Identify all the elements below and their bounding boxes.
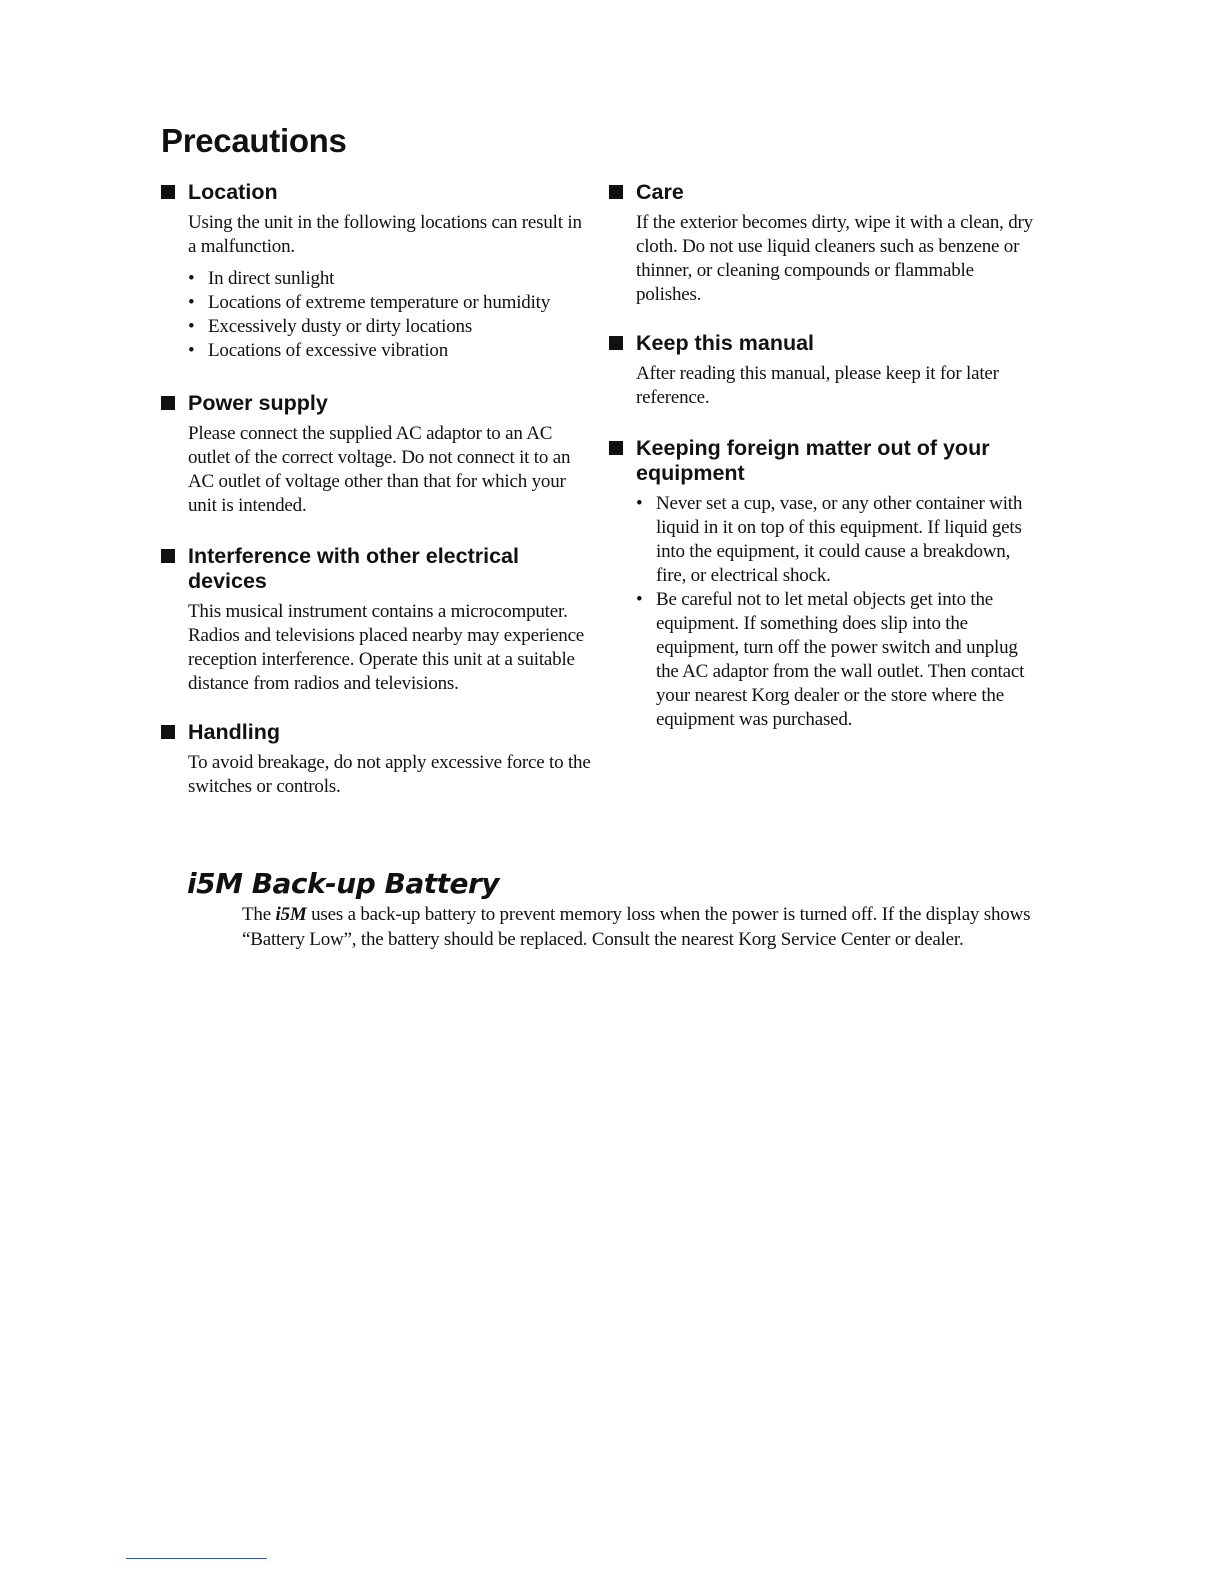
section-heading <box>609 436 1039 486</box>
section-text: To avoid breakage, do not apply excessive force to the switches or controls. <box>188 752 591 797</box>
footer-rule <box>126 1558 267 1559</box>
list-item: • Locations of extreme temperature or humidity <box>188 291 591 315</box>
section-heading <box>609 180 1039 205</box>
square-bullet-icon <box>609 336 623 350</box>
section-text: Please connect the supplied AC adaptor to an AC outlet of the correct voltage. Do not connect it to an AC outlet of voltage other than that for which your unit is intended. <box>188 423 571 516</box>
battery-section <box>187 866 1037 952</box>
section-title: Keeping foreign matter out of your equipment <box>636 436 990 485</box>
section-heading <box>161 720 591 745</box>
battery-text-body: uses a back-up battery to prevent memory loss when the power is turned off. If the display shows “Battery Low”, the battery should be replaced. Consult the nearest Korg Service Center or dealer. <box>242 904 1031 950</box>
section-text: If the exterior becomes dirty, wipe it with a clean, dry cloth. Do not use liquid cleaners such as benzene or thinner, or cleaning compounds or flammable polishes. <box>636 212 1033 305</box>
section-title: Location <box>188 180 278 204</box>
list-item: • Locations of excessive vibration <box>188 339 591 363</box>
list-item: • Be careful not to let metal objects get into the equipment. If something does slip into the equipment, turn off the power switch and unplug the AC adaptor from the wall outlet. Then contact your nearest Korg dealer or the store where the equipment was purchased. <box>636 588 1039 732</box>
square-bullet-icon <box>609 185 623 199</box>
section-keep-manual <box>609 331 1039 410</box>
bullet-list <box>188 267 591 363</box>
section-power-supply <box>161 391 591 518</box>
square-bullet-icon <box>609 441 623 455</box>
section-interference <box>161 544 591 696</box>
section-heading <box>609 331 1039 356</box>
section-title: Handling <box>188 720 280 744</box>
left-column <box>161 180 591 799</box>
section-heading <box>161 180 591 205</box>
model-name: i5M <box>275 904 307 925</box>
section-foreign-matter <box>609 436 1039 732</box>
section-text: This musical instrument contains a microcomputer. Radios and televisions placed nearby may experience reception interference. Operate this unit at a suitable distance from radios and televisions. <box>188 601 585 694</box>
section-heading <box>161 391 591 416</box>
list-item: • Never set a cup, vase, or any other container with liquid in it on top of this equipment. If liquid gets into the equipment, it could cause a breakdown, fire, or electrical shock. <box>636 492 1039 588</box>
list-item: • In direct sunlight <box>188 267 591 291</box>
section-title: Care <box>636 180 684 204</box>
section-title: Power supply <box>188 391 328 415</box>
page-title: Precautions <box>161 122 347 159</box>
section-title: Interference with other electrical devices <box>188 544 519 593</box>
section-heading <box>161 544 591 594</box>
square-bullet-icon <box>161 185 175 199</box>
square-bullet-icon <box>161 396 175 410</box>
right-column <box>609 180 1039 732</box>
section-care <box>609 180 1039 307</box>
bullet-list <box>636 492 1039 732</box>
section-text: After reading this manual, please keep it for later reference. <box>636 363 999 408</box>
list-item: • Excessively dusty or dirty locations <box>188 315 591 339</box>
battery-heading: i5M Back-up Battery <box>187 867 500 900</box>
section-handling <box>161 720 591 799</box>
section-title: Keep this manual <box>636 331 815 355</box>
square-bullet-icon <box>161 549 175 563</box>
square-bullet-icon <box>161 725 175 739</box>
battery-text-prefix: The <box>242 904 276 925</box>
battery-text <box>242 902 1037 952</box>
section-location <box>161 180 591 363</box>
section-text: Using the unit in the following locations can result in a malfunction. <box>188 212 582 257</box>
